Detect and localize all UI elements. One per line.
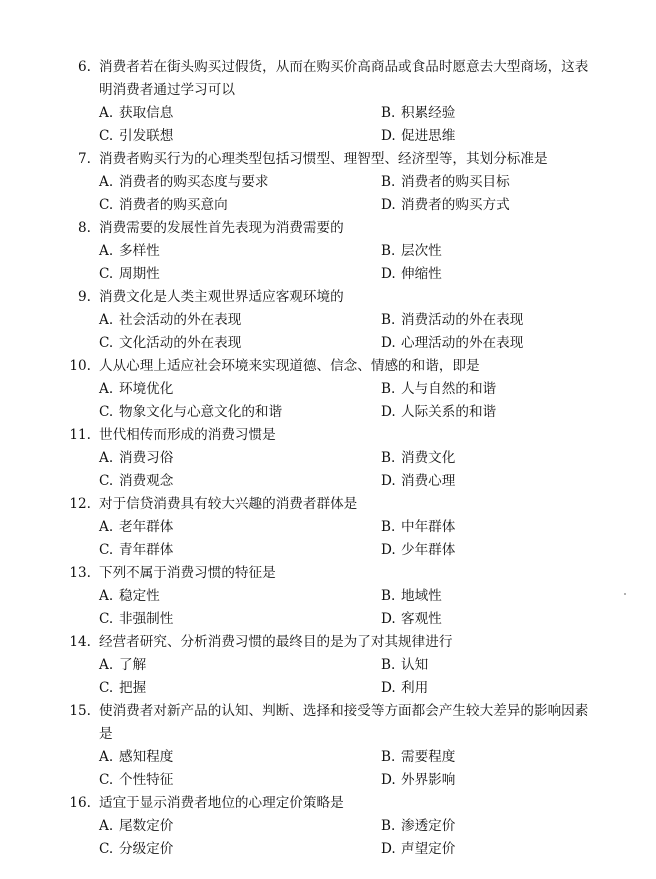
question-6 (0, 56, 656, 148)
options-row (0, 332, 656, 355)
option-b (381, 171, 510, 194)
options-row (0, 171, 656, 194)
option-text: 声望定价 (401, 841, 456, 857)
option-label: D. (381, 473, 396, 489)
option-label: B. (381, 818, 396, 834)
option-label: D. (381, 197, 396, 213)
question-number: 8. (78, 220, 91, 236)
question-stem-line (0, 424, 656, 447)
option-text: 促进思维 (401, 128, 456, 144)
option-c (99, 401, 282, 424)
question-number: 7. (78, 151, 91, 167)
option-label: D. (381, 335, 396, 351)
question-number: 14. (69, 634, 91, 650)
question-13 (0, 562, 656, 631)
question-7 (0, 148, 656, 217)
option-a (99, 447, 173, 470)
question-number: 6. (78, 59, 91, 75)
option-c (99, 838, 173, 861)
question-stem-line (0, 148, 656, 171)
option-label: D. (381, 611, 396, 627)
option-label: C. (99, 841, 114, 857)
option-text: 少年群体 (401, 542, 456, 558)
option-label: B. (381, 105, 396, 121)
option-d (381, 263, 442, 286)
option-text: 消费者的购买目标 (401, 174, 510, 190)
option-text: 把握 (119, 680, 147, 696)
option-a (99, 585, 160, 608)
option-text: 引发联想 (119, 128, 174, 144)
option-label: C. (99, 680, 114, 696)
question-text: 适宜于显示消费者地位的心理定价策略是 (99, 795, 344, 811)
option-d (381, 608, 442, 631)
options-row (0, 240, 656, 263)
option-text: 消费习俗 (119, 450, 174, 466)
option-a (99, 654, 146, 677)
option-c (99, 263, 160, 286)
option-label: B. (381, 588, 396, 604)
options-row (0, 378, 656, 401)
option-a (99, 102, 173, 125)
option-label: A. (99, 588, 114, 604)
options-row (0, 263, 656, 286)
option-label: B. (381, 174, 396, 190)
options-row (0, 309, 656, 332)
option-text: 尾数定价 (119, 818, 174, 834)
option-text: 地域性 (401, 588, 442, 604)
options-row (0, 401, 656, 424)
option-c (99, 194, 228, 217)
question-text: 是 (99, 726, 113, 742)
option-label: D. (381, 772, 396, 788)
question-text: 消费文化是人类主观世界适应客观环境的 (99, 289, 344, 305)
question-text: 明消费者通过学习可以 (99, 82, 235, 98)
option-d (381, 838, 455, 861)
option-text: 物象文化与心意文化的和谐 (119, 404, 283, 420)
option-text: 利用 (401, 680, 429, 696)
option-b (381, 516, 455, 539)
option-label: C. (99, 542, 114, 558)
option-label: B. (381, 657, 396, 673)
option-b (381, 746, 455, 769)
option-text: 分级定价 (119, 841, 174, 857)
option-text: 非强制性 (119, 611, 174, 627)
question-text: 对于信贷消费具有较大兴趣的消费者群体是 (99, 496, 358, 512)
question-text: 经营者研究、分析消费习惯的最终目的是为了对其规律进行 (99, 634, 453, 650)
question-stem-line (0, 493, 656, 516)
option-d (381, 677, 428, 700)
option-label: A. (99, 105, 114, 121)
option-d (381, 470, 455, 493)
option-label: A. (99, 818, 114, 834)
option-a (99, 378, 173, 401)
question-stem-line (0, 562, 656, 585)
option-c (99, 677, 146, 700)
option-label: D. (381, 128, 396, 144)
options-row (0, 447, 656, 470)
option-text: 社会活动的外在表现 (119, 312, 242, 328)
option-c (99, 539, 173, 562)
option-label: D. (381, 542, 396, 558)
question-number: 9. (78, 289, 91, 305)
option-b (381, 240, 442, 263)
option-b (381, 654, 428, 677)
question-text: 消费者购买行为的心理类型包括习惯型、理智型、经济型等，其划分标准是 (99, 151, 548, 167)
option-text: 青年群体 (119, 542, 174, 558)
options-row (0, 539, 656, 562)
option-label: B. (381, 519, 396, 535)
option-label: D. (381, 841, 396, 857)
option-a (99, 309, 241, 332)
question-number: 15. (69, 703, 91, 719)
option-text: 消费者的购买态度与要求 (119, 174, 269, 190)
options-row (0, 654, 656, 677)
option-label: B. (381, 749, 396, 765)
question-16 (0, 792, 656, 861)
option-label: C. (99, 611, 114, 627)
option-text: 人际关系的和谐 (401, 404, 497, 420)
question-stem-line (0, 792, 656, 815)
option-label: A. (99, 519, 114, 535)
options-row (0, 585, 656, 608)
question-text: 下列不属于消费习惯的特征是 (99, 565, 276, 581)
scan-speck (624, 593, 626, 595)
question-number: 16. (69, 795, 91, 811)
option-text: 周期性 (119, 266, 160, 282)
option-text: 需要程度 (401, 749, 456, 765)
question-text: 消费者若在街头购买过假货，从而在购买价高商品或食品时愿意去大型商场，这表 (99, 59, 589, 75)
question-stem-line (0, 700, 656, 723)
option-text: 获取信息 (119, 105, 174, 121)
option-c (99, 470, 173, 493)
options-row (0, 815, 656, 838)
option-d (381, 194, 510, 217)
option-d (381, 332, 523, 355)
option-text: 人与自然的和谐 (401, 381, 497, 397)
question-8 (0, 217, 656, 286)
option-b (381, 378, 496, 401)
options-row (0, 125, 656, 148)
option-c (99, 125, 173, 148)
option-c (99, 608, 173, 631)
option-d (381, 125, 455, 148)
question-number: 11. (69, 427, 91, 443)
option-text: 外界影响 (401, 772, 456, 788)
option-b (381, 309, 523, 332)
option-text: 消费者的购买方式 (401, 197, 510, 213)
option-d (381, 539, 455, 562)
question-9 (0, 286, 656, 355)
option-text: 个性特征 (119, 772, 174, 788)
options-row (0, 677, 656, 700)
option-label: B. (381, 381, 396, 397)
option-b (381, 585, 442, 608)
option-label: A. (99, 749, 114, 765)
options-row (0, 516, 656, 539)
option-text: 感知程度 (119, 749, 174, 765)
option-text: 消费活动的外在表现 (401, 312, 524, 328)
question-number: 10. (69, 358, 91, 374)
question-stem-line (0, 355, 656, 378)
option-label: B. (381, 312, 396, 328)
option-text: 认知 (401, 657, 429, 673)
options-row (0, 838, 656, 861)
option-text: 渗透定价 (401, 818, 456, 834)
option-text: 文化活动的外在表现 (119, 335, 242, 351)
option-text: 层次性 (401, 243, 442, 259)
question-number: 12. (69, 496, 91, 512)
option-label: D. (381, 680, 396, 696)
option-text: 老年群体 (119, 519, 174, 535)
option-a (99, 815, 173, 838)
option-label: C. (99, 128, 114, 144)
option-label: C. (99, 473, 114, 489)
option-label: C. (99, 772, 114, 788)
option-c (99, 332, 241, 355)
question-stem-line (0, 217, 656, 240)
option-label: A. (99, 657, 114, 673)
option-text: 稳定性 (119, 588, 160, 604)
option-text: 多样性 (119, 243, 160, 259)
option-a (99, 171, 269, 194)
question-text: 使消费者对新产品的认知、判断、选择和接受等方面都会产生较大差异的影响因素 (99, 703, 589, 719)
options-row (0, 746, 656, 769)
option-label: D. (381, 404, 396, 420)
question-stem-line (0, 631, 656, 654)
option-label: A. (99, 312, 114, 328)
options-row (0, 194, 656, 217)
options-row (0, 470, 656, 493)
question-11 (0, 424, 656, 493)
option-b (381, 102, 455, 125)
question-10 (0, 355, 656, 424)
question-number: 13. (69, 565, 91, 581)
option-label: C. (99, 197, 114, 213)
option-text: 消费观念 (119, 473, 174, 489)
question-15 (0, 700, 656, 792)
option-text: 消费文化 (401, 450, 456, 466)
options-row (0, 102, 656, 125)
option-label: C. (99, 404, 114, 420)
option-label: A. (99, 174, 114, 190)
option-b (381, 447, 455, 470)
option-a (99, 746, 173, 769)
option-label: A. (99, 450, 114, 466)
question-stem-line (0, 723, 656, 746)
question-stem-line (0, 56, 656, 79)
option-text: 消费者的购买意向 (119, 197, 228, 213)
question-14 (0, 631, 656, 700)
option-text: 客观性 (401, 611, 442, 627)
option-text: 心理活动的外在表现 (401, 335, 524, 351)
option-d (381, 401, 496, 424)
option-a (99, 516, 173, 539)
question-text: 消费需要的发展性首先表现为消费需要的 (99, 220, 344, 236)
question-text: 世代相传而形成的消费习惯是 (99, 427, 276, 443)
option-text: 积累经验 (401, 105, 456, 121)
option-label: D. (381, 266, 396, 282)
options-row (0, 608, 656, 631)
option-text: 消费心理 (401, 473, 456, 489)
question-stem-line (0, 286, 656, 309)
option-text: 中年群体 (401, 519, 456, 535)
question-stem-line (0, 79, 656, 102)
question-12 (0, 493, 656, 562)
option-d (381, 769, 455, 792)
option-label: A. (99, 243, 114, 259)
option-label: B. (381, 243, 396, 259)
option-label: C. (99, 266, 114, 282)
option-a (99, 240, 160, 263)
option-c (99, 769, 173, 792)
option-label: C. (99, 335, 114, 351)
question-text: 人从心理上适应社会环境来实现道德、信念、情感的和谐，即是 (99, 358, 480, 374)
option-text: 环境优化 (119, 381, 174, 397)
option-label: A. (99, 381, 114, 397)
option-text: 了解 (119, 657, 147, 673)
option-b (381, 815, 455, 838)
option-label: B. (381, 450, 396, 466)
options-row (0, 769, 656, 792)
option-text: 伸缩性 (401, 266, 442, 282)
